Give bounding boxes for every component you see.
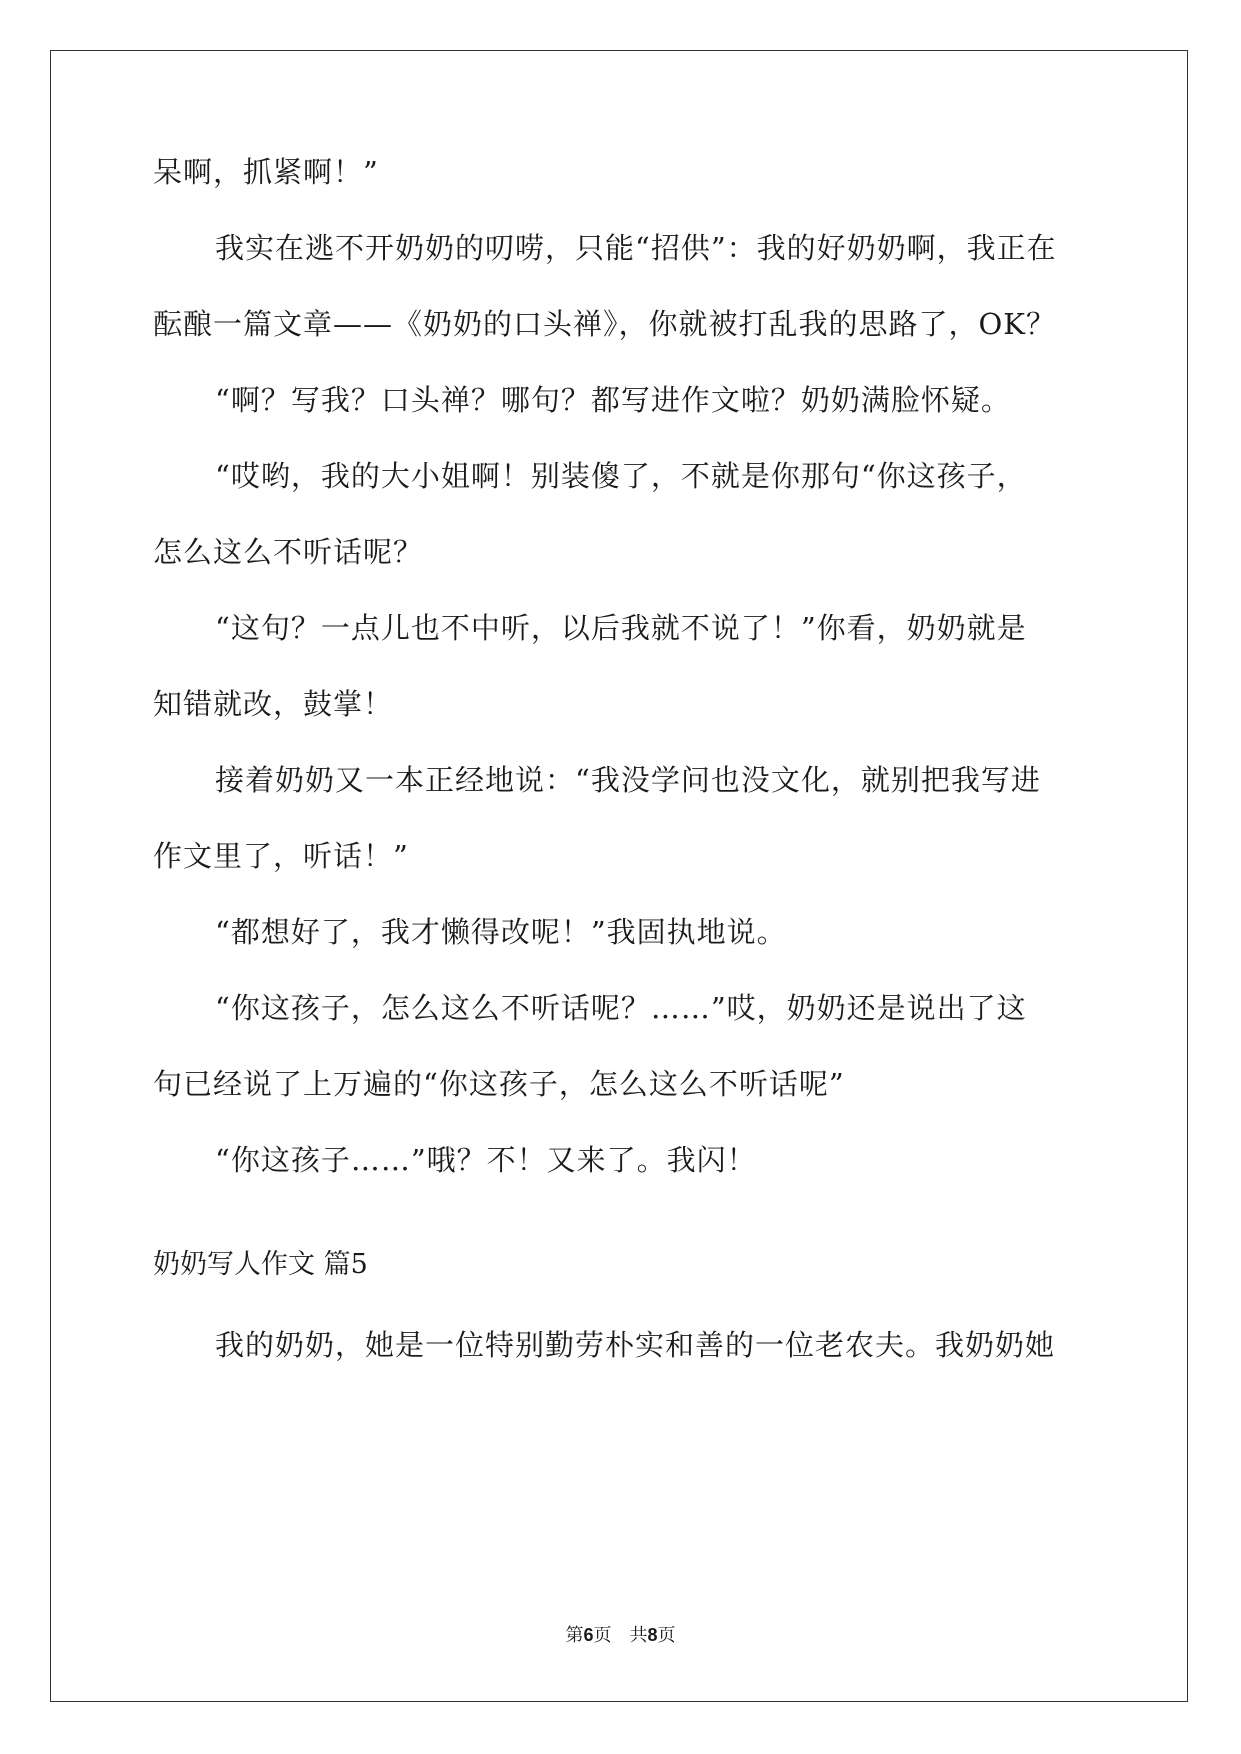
text-line: “这句？一点儿也不中听，以后我就不说了！”你看，奶奶就是 [215, 611, 1027, 645]
text-line: 接着奶奶又一本正经地说：“我没学问也没文化，就别把我写进 [215, 763, 1041, 797]
text-line: 酝酿一篇文章——《奶奶的口头禅》，你就被打乱我的思路了，OK？ [153, 307, 1056, 341]
text-line: 知错就改，鼓掌！ [153, 687, 394, 721]
text-line: 作文里了，听话！” [153, 839, 409, 873]
text-line: “都想好了，我才懒得改呢！”我固执地说。 [215, 915, 787, 949]
text-line: 我的奶奶，她是一位特别勤劳朴实和善的一位老农夫。我奶奶她 [215, 1328, 1056, 1362]
text-line: “啊？写我？口头禅？哪句？都写进作文啦？奶奶满脸怀疑。 [215, 383, 1011, 417]
text-line: “哎哟，我的大小姐啊！别装傻了，不就是你那句“你这孩子， [215, 459, 1027, 493]
page-footer [0, 1623, 1241, 1648]
text-line: 呆啊，抓紧啊！” [153, 155, 379, 189]
total-pages-number: 8 [647, 1625, 658, 1645]
text-line: 怎么这么不听话呢？ [153, 535, 424, 569]
current-page-number: 6 [583, 1625, 594, 1645]
footer-suffix: 页 [657, 1625, 676, 1646]
text-line: “你这孩子……”哦？不！又来了。我闪！ [215, 1143, 757, 1177]
text-line: 我实在逃不开奶奶的叨唠，只能“招供”：我的好奶奶啊，我正在 [215, 231, 1057, 265]
page-border [50, 50, 1188, 1702]
text-line: “你这孩子，怎么这么不听话呢？……”哎，奶奶还是说出了这 [215, 991, 1027, 1025]
footer-mid: 页 共 [593, 1625, 648, 1646]
footer-prefix: 第 [565, 1625, 584, 1646]
section-heading: 奶奶写人作文 篇5 [153, 1249, 368, 1280]
text-line: 句已经说了上万遍的“你这孩子，怎么这么不听话呢” [153, 1067, 845, 1101]
